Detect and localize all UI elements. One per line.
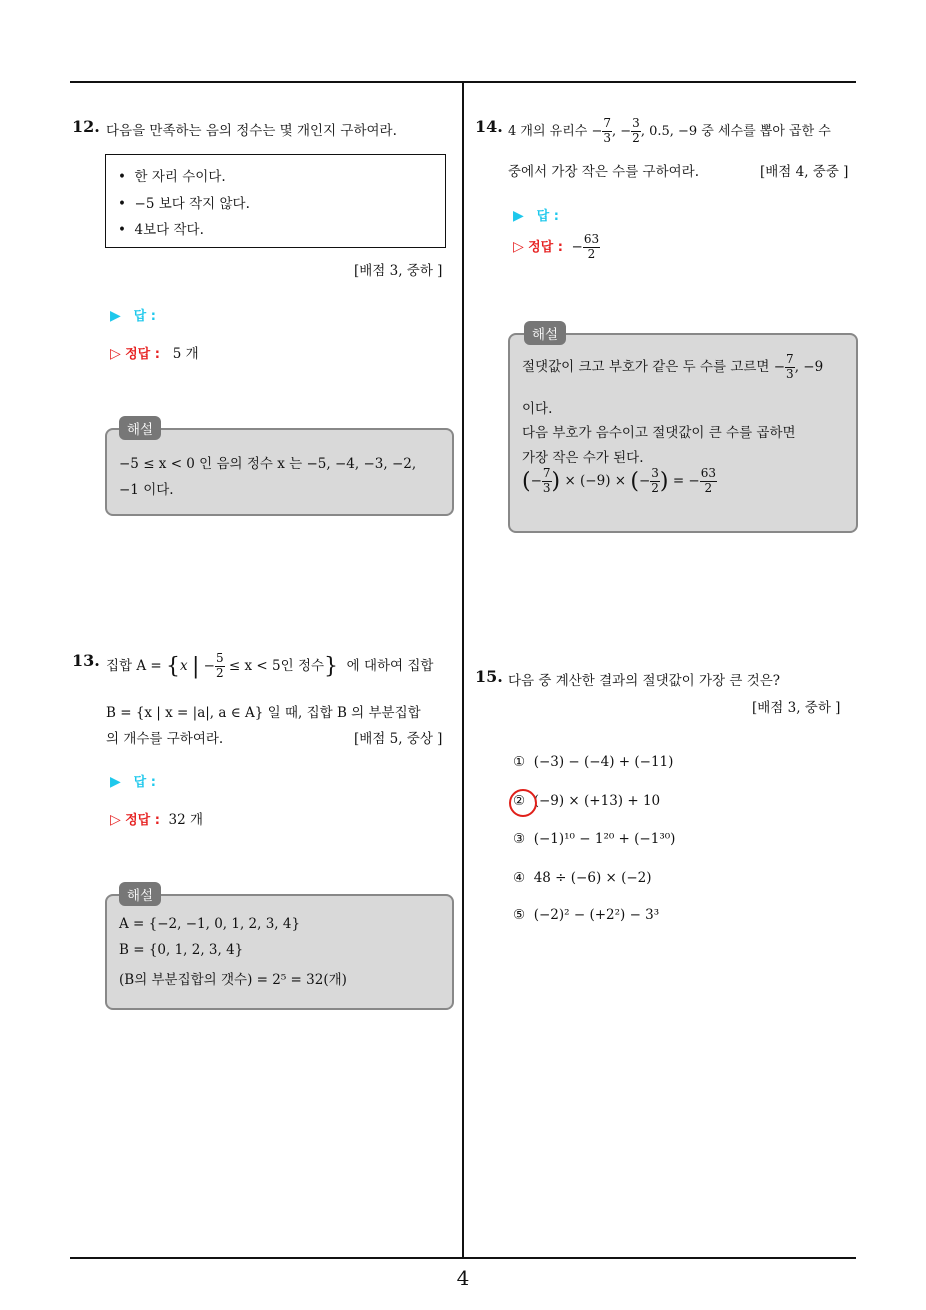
correct-label: 정답 : — [125, 347, 160, 362]
option-mark: ④ — [513, 870, 526, 886]
bottom-rule — [70, 1257, 856, 1259]
solution-tag: 해설 — [119, 882, 161, 906]
correct-value: 5 개 — [172, 346, 199, 362]
question-number: 13. — [72, 651, 100, 670]
column-divider — [462, 82, 464, 1258]
option-5[interactable] — [513, 907, 659, 923]
correct-label: 정답 : — [528, 239, 563, 255]
option-mark: ⑤ — [513, 907, 526, 923]
correct-value: 32 개 — [168, 812, 204, 828]
score-meta: [배점 4, 중중 ] — [760, 164, 849, 180]
answer-circle-mark — [509, 789, 537, 817]
question-text: 다음을 만족하는 음의 정수는 몇 개인지 구하여라. — [106, 123, 397, 139]
question-number: 12. — [72, 117, 100, 136]
correct-answer-row — [110, 342, 199, 362]
answer-row — [110, 305, 156, 324]
correct-arrow-icon: ▷ — [110, 812, 121, 828]
solution-line: (B의 부분집합의 갯수) = 2⁵ = 32(개) — [119, 972, 347, 988]
fraction: $\frac{63}{2}$ — [700, 466, 717, 495]
fraction: $\frac{7}{3}$ — [603, 116, 611, 145]
option-1[interactable] — [513, 754, 673, 770]
option-expr: (−2)² − (+2²) − 3³ — [533, 907, 660, 923]
solution-tag: 해설 — [119, 416, 161, 440]
solution-line: 가장 작은 수가 된다. — [522, 450, 644, 466]
condition-item: • 4보다 작다. — [118, 222, 204, 238]
solution-box — [508, 333, 858, 533]
answer-row — [513, 205, 559, 224]
answer-label: 답 : — [133, 309, 156, 324]
correct-answer-row — [110, 808, 203, 828]
solution-expression: (− $\frac{7}{3}$ ) × (−9) × (− $\frac{3}{2}$ ) = − $\frac{63}{2}$ — [522, 466, 717, 495]
condition-item: • 한 자리 수이다. — [118, 169, 226, 185]
correct-arrow-icon: ▷ — [110, 346, 121, 362]
option-expr: (−9) × (+13) + 10 — [533, 793, 661, 809]
option-mark: ③ — [513, 831, 526, 847]
fraction: $\frac{7}{3}$ — [542, 466, 551, 495]
fraction: $\frac{3}{2}$ — [632, 116, 640, 145]
option-mark: ② — [513, 793, 526, 809]
correct-arrow-icon: ▷ — [513, 238, 524, 255]
fraction: $\frac{5}{2}$ — [215, 651, 224, 680]
solution-line: 절댓값이 크고 부호가 같은 두 수를 고르면 − $\frac{7}{3}$ , −9 — [522, 352, 824, 381]
option-mark: ① — [513, 754, 526, 770]
correct-value: $\frac{63}{2}$ — [583, 232, 600, 261]
fraction: $\frac{7}{3}$ — [786, 352, 794, 381]
solution-box — [105, 894, 454, 1010]
answer-arrow-icon: ▶ — [110, 308, 121, 324]
answer-label: 답 : — [536, 209, 559, 224]
answer-row — [110, 771, 156, 790]
question-line: 의 개수를 구하여라. — [106, 731, 224, 747]
solution-line: A = {−2, −1, 0, 1, 2, 3, 4} — [119, 916, 301, 932]
condition-item: • −5 보다 작지 않다. — [118, 196, 250, 212]
option-4[interactable] — [513, 870, 652, 886]
option-expr: (−3) − (−4) + (−11) — [533, 754, 674, 770]
option-3[interactable] — [513, 831, 675, 847]
question-number: 14. — [475, 117, 503, 136]
answer-label: 답 : — [133, 775, 156, 790]
correct-answer-row: ▷ 정답 : − $\frac{63}{2}$ — [513, 232, 600, 261]
solution-line: 이다. — [522, 401, 553, 417]
solution-box — [105, 428, 454, 516]
option-expr: (−1)¹⁰ − 1²⁰ + (−1³⁰) — [533, 831, 676, 847]
conditions-box — [105, 154, 446, 248]
page-number: 4 — [456, 1266, 470, 1290]
solution-line: −5 ≤ x < 0 인 음의 정수 x 는 −5, −4, −3, −2, — [119, 456, 417, 472]
option-expr: 48 ÷ (−6) × (−2) — [533, 870, 652, 886]
question-line: 중에서 가장 작은 수를 구하여라. — [508, 164, 699, 180]
question-line: 집합 A = {x | − $\frac{5}{2}$ ≤ x < 5인 정수} 에 대하여 집합 — [106, 651, 434, 680]
answer-arrow-icon: ▶ — [513, 208, 524, 224]
score-meta: [배점 5, 중상 ] — [354, 731, 443, 747]
question-number: 15. — [475, 667, 503, 686]
question-line: 4 개의 유리수 − $\frac{7}{3}$ , − $\frac{3}{2}$ , 0.5, −9 중 세수를 뽑아 곱한 수 — [508, 116, 831, 145]
correct-label: 정답 : — [125, 813, 160, 828]
solution-tag: 해설 — [524, 321, 566, 345]
question-line: B = {x | x = |a|, a ∈ A} 일 때, 집합 B 의 부분집합 — [106, 705, 421, 721]
solution-line: B = {0, 1, 2, 3, 4} — [119, 942, 244, 958]
fraction: $\frac{3}{2}$ — [651, 466, 659, 495]
score-meta: [배점 3, 중하 ] — [752, 700, 841, 716]
score-meta: [배점 3, 중하 ] — [354, 263, 443, 279]
question-text: 다음 중 계산한 결과의 절댓값이 가장 큰 것은? — [508, 673, 781, 689]
solution-line: 다음 부호가 음수이고 절댓값이 큰 수를 곱하면 — [522, 425, 796, 441]
answer-arrow-icon: ▶ — [110, 774, 121, 790]
solution-line: −1 이다. — [119, 482, 174, 498]
